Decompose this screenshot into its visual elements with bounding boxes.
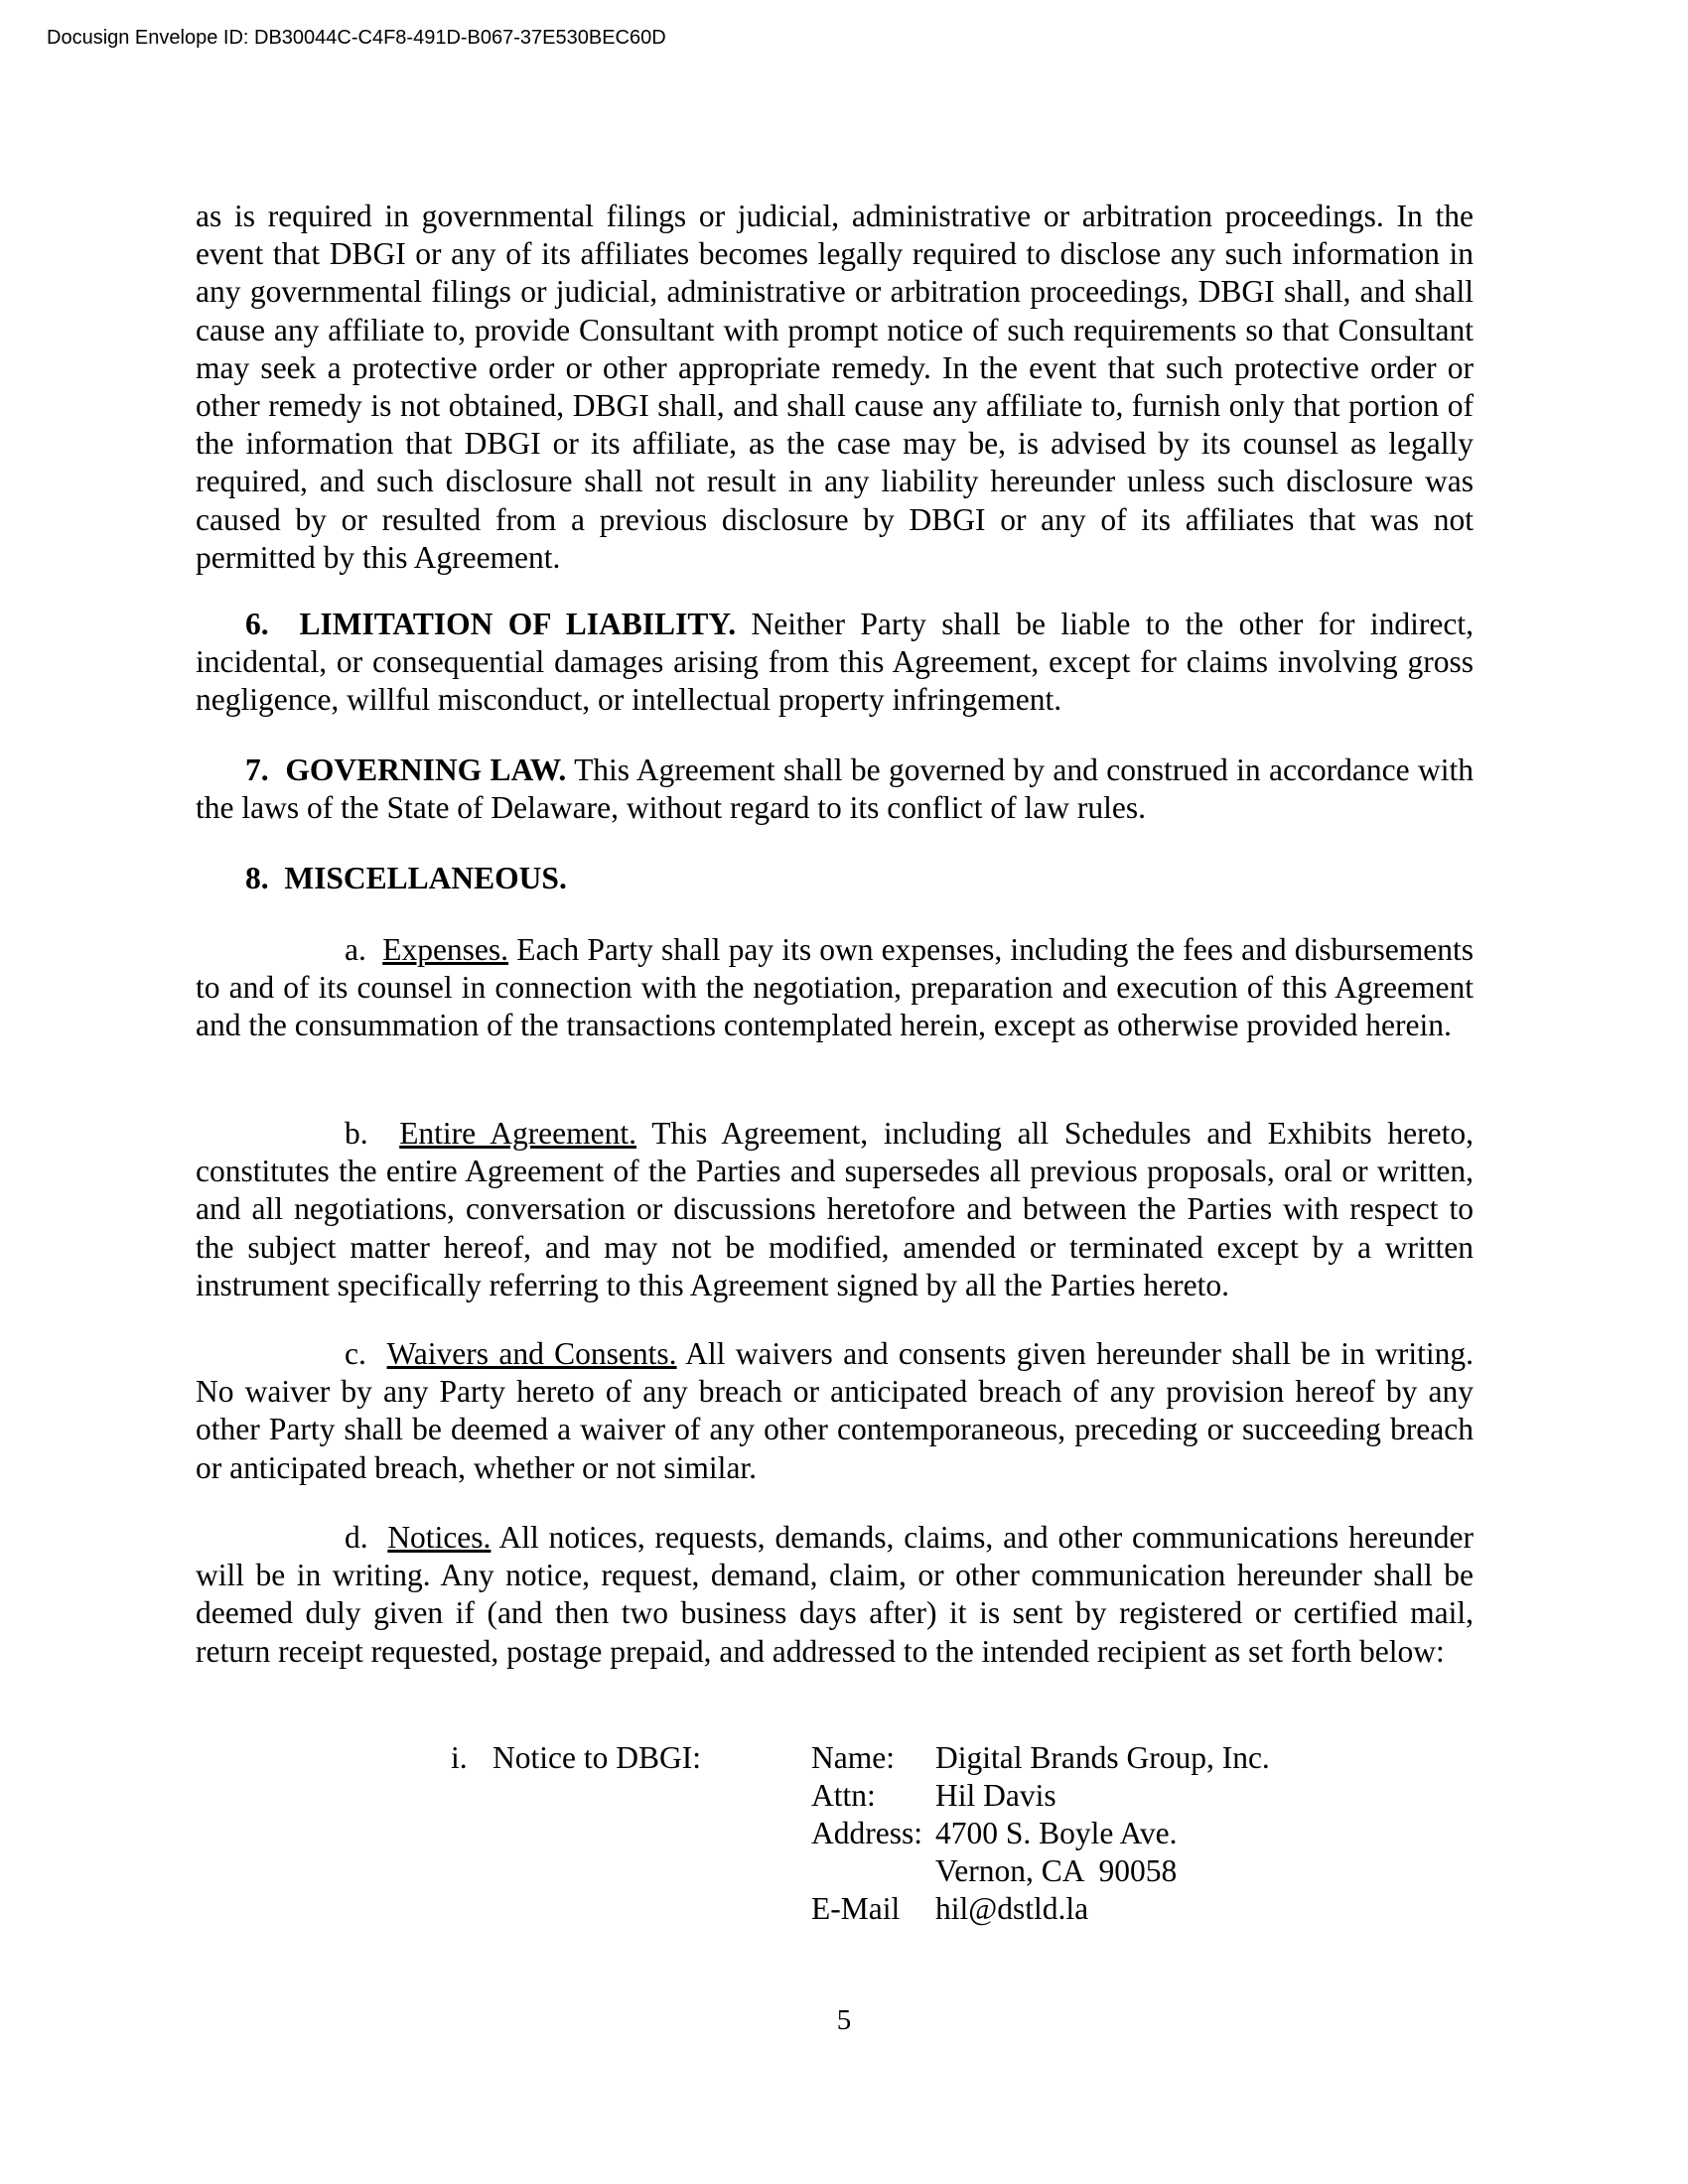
subsection-text: This Agreement, including all Schedules and Exhibits hereto, constitutes the entire Agreement of the Parties and supersedes all previous proposals, oral or written, and all negotiations, conversation or discussions heretofore and between the Parties with respect to the subject matter hereof, and may not be modified, amended or terminated except by a written instrument specifically referring to this Agreement signed by all the Parties hereto. (196, 1116, 1475, 1302)
section-heading: GOVERNING LAW. (285, 752, 567, 787)
docusign-envelope-header: Docusign Envelope ID: DB30044C-C4F8-491D-B067-37E530BEC60D (47, 27, 666, 49)
section-text: This Agreement shall be governed by and construed in accordance with the laws of the State of Delaware, without regard to its conflict of law rules. (196, 752, 1474, 826)
subsection-title: Expenses. (382, 932, 509, 967)
notice-value-address-line2: Vernon, CA 90058 (935, 1853, 1178, 1888)
notice-value-name: Digital Brands Group, Inc. (935, 1740, 1270, 1775)
subsection-a-expenses (196, 931, 1474, 1045)
notice-key-name: Name: (811, 1740, 895, 1775)
subsection-title: Notices. (387, 1520, 492, 1555)
section-text: Neither Party shall be liable to the other for indirect, incidental, or consequential damages arising from this Agreement, except for claims involving gross negligence, willful misconduct, or intellectual property infringement. (196, 607, 1475, 718)
notice-key-email: E-Mail (811, 1891, 901, 1926)
subsection-d-notices (196, 1519, 1474, 1671)
notice-value-email: hil@dstld.la (935, 1891, 1089, 1926)
subsection-letter: b. (345, 1116, 368, 1151)
section-8-miscellaneous (196, 860, 1474, 897)
subsection-letter: c. (345, 1336, 366, 1371)
subsection-title: Entire Agreement. (399, 1116, 637, 1151)
section-6-limitation-of-liability (196, 606, 1474, 720)
subsection-text: All waivers and consents given hereunder shall be in writing. No waiver by any Party hereto of any breach or anticipated breach of any provision hereof by any other Party shall be deemed a waiver of any other contemporaneous, preceding or succeeding breach or anticipated breach, whether or not similar. (196, 1336, 1475, 1485)
notice-number: i. (451, 1740, 468, 1775)
section-7-governing-law (196, 751, 1474, 827)
confidentiality-continued-paragraph: as is required in governmental filings or judicial, administrative or arbitration proceedings. In the event that DBGI or any of its affiliates becomes legally required to disclose any such information in any governmental filings or judicial, administrative or arbitration proceedings, DBGI shall, and shall cause any affiliate to, provide Consultant with prompt notice of such requirements so that Consultant may seek a protective order or other appropriate remedy. In the event that such protective order or other remedy is not obtained, DBGI shall, and shall cause any affiliate to, furnish only that portion of the information that DBGI or its affiliate, as the case may be, is advised by its counsel as legally required, and such disclosure shall not result in any liability hereunder unless such disclosure was caused by or resulted from a previous disclosure by DBGI or any of its affiliates that was not permitted by this Agreement. (196, 199, 1474, 575)
section-number: 7. (245, 752, 269, 787)
subsection-letter: d. (345, 1520, 368, 1555)
section-heading: LIMITATION OF LIABILITY. (299, 607, 737, 641)
notice-key-attn: Attn: (811, 1778, 876, 1813)
subsection-text: All notices, requests, demands, claims, and other communications hereunder will be in writing. Any notice, request, demand, claim, or other communication hereunder shall be deemed duly given if (and then two business days after) it is sent by registered or certified mail, return receipt requested, postage prepaid, and addressed to the intended recipient as set forth below: (196, 1520, 1474, 1669)
subsection-text: Each Party shall pay its own expenses, including the fees and disbursements to and of its counsel in connection with the negotiation, preparation and execution of this Agreement and the consummation of the transactions contemplated herein, except as otherwise provided herein. (196, 932, 1474, 1043)
notice-value-attn: Hil Davis (935, 1778, 1056, 1813)
subsection-b-entire-agreement (196, 1115, 1474, 1304)
page-number: 5 (836, 2004, 852, 2036)
subsection-c-waivers (196, 1335, 1474, 1487)
subsection-title: Waivers and Consents. (386, 1336, 677, 1371)
subsection-letter: a. (345, 932, 366, 967)
notice-value-address-line1: 4700 S. Boyle Ave. (935, 1816, 1178, 1850)
notice-key-address: Address: (811, 1816, 922, 1850)
section-number: 8. (245, 861, 269, 895)
notice-label: Notice to DBGI: (492, 1740, 701, 1775)
section-heading: MISCELLANEOUS. (284, 861, 567, 895)
section-number: 6. (245, 607, 269, 641)
